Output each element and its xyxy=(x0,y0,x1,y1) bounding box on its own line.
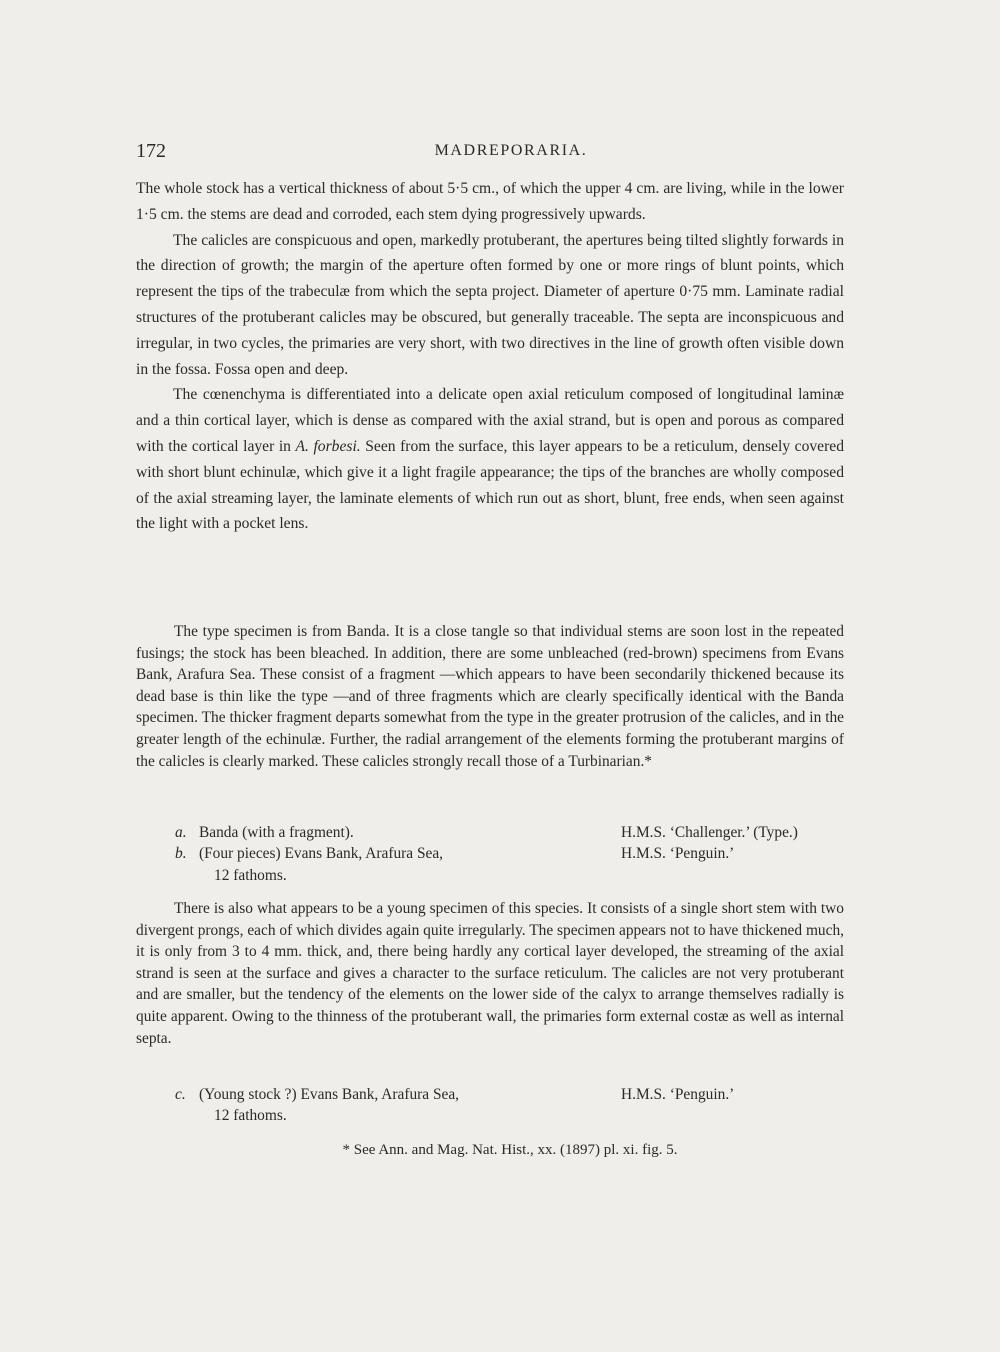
specimen-list-1 xyxy=(175,822,855,886)
species-name: A. forbesi. xyxy=(295,437,361,455)
specimen-row-c xyxy=(175,1084,855,1105)
paragraph-coenenchyma xyxy=(136,382,844,537)
specimen-list-2 xyxy=(175,1084,855,1127)
specimen-location: (Four pieces) Evans Bank, Arafura Sea, xyxy=(199,845,444,863)
specimen-vessel: H.M.S. ‘Penguin.’ xyxy=(621,1086,735,1103)
paragraph-type-specimen: The type specimen is from Banda. It is a close tangle so that individual stems are soon lost in the repeated fusings; the stock has been bleached. In addition, there are some unbleached (red-brown) specimens from Evans Bank, Arafura Sea. These consist of a fragment —which appears to have been secondarily thickened because its dead base is thin like the type —and of three fragments which are clearly specifically identical with the Banda specimen. The thicker fragment departs somewhat from the type in the greater protrusion of the calicles, and in the greater length of the echinulæ. Further, the radial arrangement of the elements forming the protuberant margins of the calicles is clearly marked. These calicles strongly recall those of a Turbinarian.* xyxy=(136,623,844,770)
type-specimen-section xyxy=(136,621,844,772)
specimen-letter: a. xyxy=(175,824,187,841)
paragraph-calicles: The calicles are conspicuous and open, markedly protuberant, the apertures being tilted slightly forwards in the direction of growth; the margin of the aperture often formed by one or more rings of blunt points, which represent the tips of the trabeculæ from which the septa project. Diameter of aperture 0·75 mm. Laminate radial structures of the protuberant calicles may be obscured, but generally traceable. The septa are inconspicuous and irregular, in two cycles, the primaries are very short, with two directives in the line of growth often visible down in the fossa. Fossa open and deep. xyxy=(136,231,844,378)
specimen-depth: 12 fathoms. xyxy=(214,866,287,884)
paragraph-stock: The whole stock has a vertical thickness of about 5·5 cm., of which the upper 4 cm. are living, while in the lower 1·5 cm. the stems are dead and corroded, each stem dying progressively upwards. xyxy=(136,180,844,223)
specimen-vessel: H.M.S. ‘Penguin.’ xyxy=(621,845,735,863)
specimen-row-c-cont xyxy=(175,1105,855,1126)
running-title: MADREPORARIA. xyxy=(434,142,588,159)
footnote: * See Ann. and Mag. Nat. Hist., xx. (1897) pl. xi. fig. 5. xyxy=(342,1142,678,1158)
specimen-row-b-cont xyxy=(175,865,855,886)
specimen-letter: c. xyxy=(175,1086,186,1103)
specimen-row-a xyxy=(175,822,855,843)
specimen-depth: 12 fathoms. xyxy=(214,1107,287,1125)
page-number: 172 xyxy=(136,140,166,162)
young-specimen-section xyxy=(136,898,844,1049)
specimen-location: Banda (with a fragment). xyxy=(199,824,354,841)
page-header xyxy=(136,140,846,166)
description-section xyxy=(136,176,844,537)
paragraph-young-specimen: There is also what appears to be a young specimen of this species. It consists of a single short stem with two divergent prongs, each of which divides again quite irregularly. The specimen appears not to have thickened much, it is only from 3 to 4 mm. thick, and, there being hardly any cortical layer developed, the streaming of the axial strand is seen at the surface and gives a character to the surface reticulum. The calicles are not very protuberant and are smaller, but the tendency of the elements on the lower side of the calyx to arrange themselves radially is quite apparent. Owing to the thinness of the protuberant wall, the primaries form external costæ as well as internal septa. xyxy=(136,900,844,1047)
paragraph-coenenchyma-part2: Seen from the surface, this layer appears to be a reticulum, densely covered with short blunt echinulæ, which give it a light fragile appearance; the tips of the branches are wholly composed of the axial streaming layer, the laminate elements of which run out as short, blunt, free ends, when seen against the light with a pocket lens. xyxy=(136,437,844,533)
specimen-location: (Young stock ?) Evans Bank, Arafura Sea, xyxy=(199,1086,460,1103)
specimen-vessel: H.M.S. ‘Challenger.’ (Type.) xyxy=(621,824,798,841)
paragraph-coenenchyma-part1: The cœnenchyma is differentiated into a delicate open axial reticulum composed of longitudinal laminæ and a thin cortical layer, which is dense as compared with the axial strand, but is open and porous as compared with the cortical layer in xyxy=(136,386,844,455)
specimen-letter: b. xyxy=(175,845,187,863)
specimen-row-b xyxy=(175,843,855,864)
